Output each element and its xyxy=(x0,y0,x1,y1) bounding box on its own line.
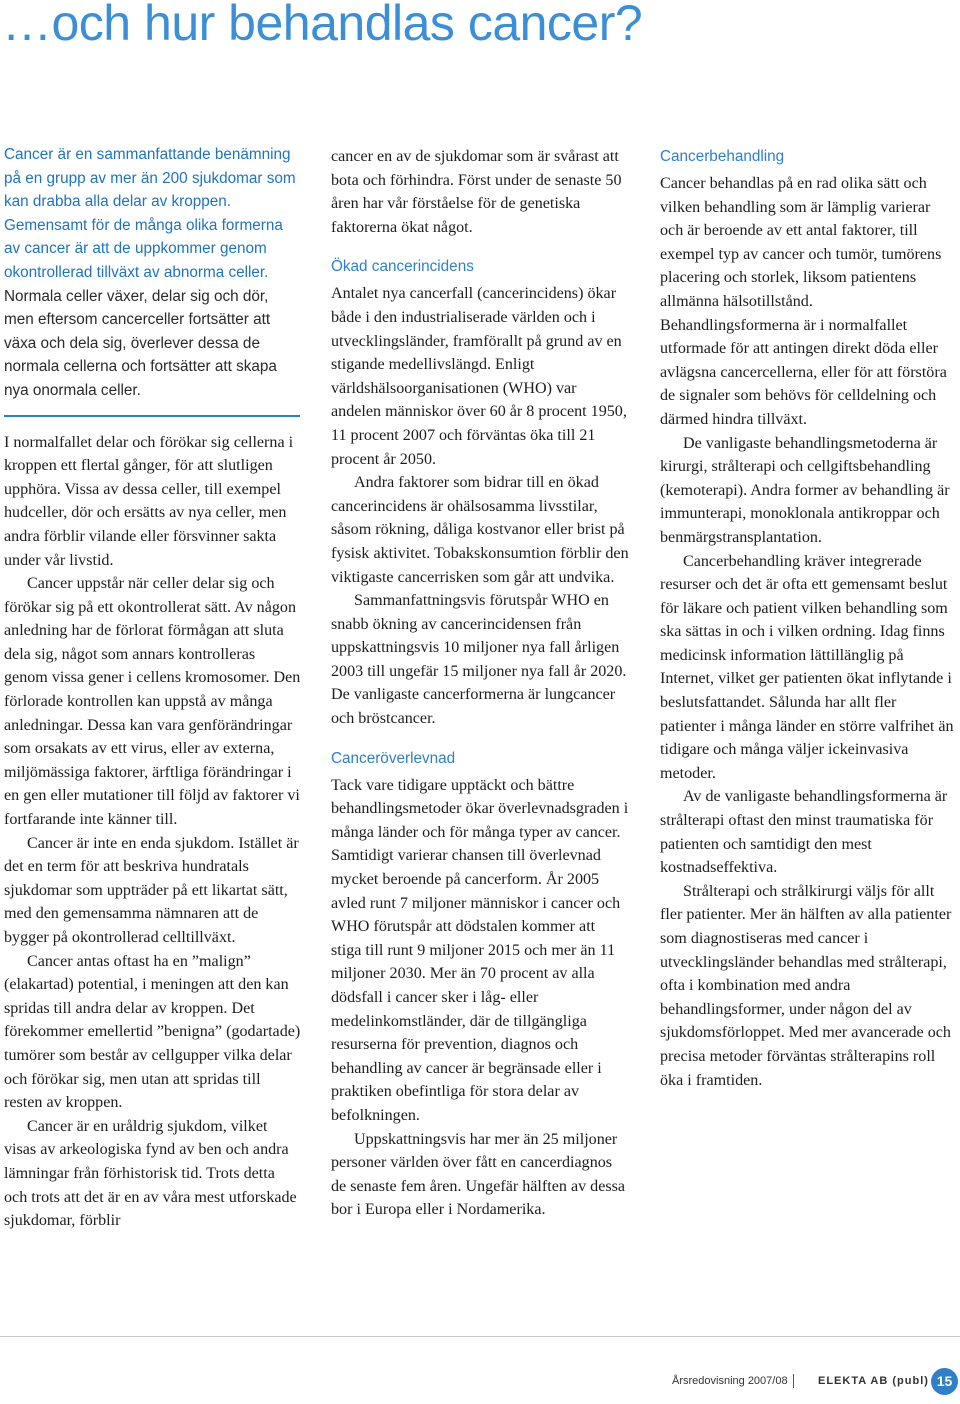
section-heading: Ökad cancerincidens xyxy=(331,258,474,276)
body-paragraph: cancer en av de sjukdomar som är svårast att bota och förhindra. Först under de senaste 50 åren har vår förståelse för de genetiska faktorerna ökat något. xyxy=(331,148,622,236)
body-paragraph: Cancer uppstår när celler delar sig och förökar sig på ett okontrollerat sätt. Av någon anledning har de förlorat förmågan att sluta dela sig, något som annars kontrolleras genom vissa gener i cellens kromosomer. Den förlorade kontrollen kan uppstå av många anledningar. Dessa kan vara genförändringar som orsakats av ett virus, eller av externa, miljömässiga faktorer, ärftliga förändringar i en gen eller mutationer till följd av faktorer vi fortfarande inte känner till. xyxy=(4,575,301,829)
body-paragraph: Cancerbehandling kräver integrerade resurser och det är ofta ett gemensamt beslut för läkare och patient vilken behandling som ska sättas in och i vilken ordning. Idag finns medicinsk information lättillänglig på Internet, vilket ger patienten ökat inflytande i beslutsfattandet. Sålunda har allt fler patienter i många länder en större valfrihet än tidigare och många väljer ickeinvasiva metoder. xyxy=(660,552,954,782)
page-number-badge: 15 xyxy=(931,1368,958,1395)
body-paragraph: Sammanfattningsvis förutspår WHO en snabb ökning av cancerincidensen från uppskattningsvis 10 miljoner nya fall årligen 2003 till ungefär 15 miljoner nya fall år 2020. De vanligaste cancerformerna är lungcancer och bröstcancer. xyxy=(331,592,627,728)
body-paragraph: Av de vanligaste behandlingsformerna är strålterapi oftast den minst traumatiska för patienten och samtidigt den mest kostnadseffektiva. xyxy=(660,788,948,877)
page-footer xyxy=(0,1364,960,1404)
column-1 xyxy=(4,143,302,1233)
intro-divider xyxy=(4,415,300,417)
body-paragraph: Cancer antas oftast ha en ”malign” (elakartad) potential, i meningen att den kan spridas till andra delar av kroppen. Det förekommer emellertid ”benigna” (godartade) tumörer som består av cellgupper vilka delar och förökar sig, men utan att spridas till resten av kroppen. xyxy=(4,952,301,1112)
body-paragraph: Cancer är inte en enda sjukdom. Istället är det en term för att beskriva hundratals sjukdomar som uppträder på ett likartat sätt, med den gemensamma nämnaren att de bygger på okontrollerad celltillväxt. xyxy=(4,834,299,946)
body-paragraph: Tack vare tidigare upptäckt och bättre behandlingsmetoder ökar överlevnadsgraden i många länder och för många typer av cancer. Samtidigt varierar chansen till överlevnad mycket beroende på cancerform. År 2005 avled runt 7 miljoner människor i cancer och WHO förutspår att dödstalen kommer att stiga till runt 9 miljoner 2015 och mer än 11 miljoner 2030. Mer än 70 procent av alla dödsfall i cancer sker i låg- eller medelinkomstländer, där de tillgängliga resurserna för prevention, diagnos och behandling av cancer är begränsade eller i praktiken obefintliga för stora delar av befolkningen. xyxy=(331,776,629,1124)
body-paragraph: De vanligaste behandlingsmetoderna är kirurgi, strålterapi och cellgiftsbehandling (kemoterapi). Andra former av behandling är immunterapi, monoklonala antikroppar och benmärgstransplantation. xyxy=(660,434,950,546)
column-2 xyxy=(331,143,629,1222)
page-title: …och hur behandlas cancer? xyxy=(2,0,643,51)
body-paragraph: Cancer är en uråldrig sjukdom, vilket visas av arkeologiska fynd av ben och andra lämningar från förhistorisk tid. Trots detta och trots att det är en av våra mest utforskade sjukdomar, förblir xyxy=(4,1117,297,1230)
body-paragraph: Strålterapi och strålkirurgi väljs för allt fler patienter. Mer än hälften av alla patienter som diagnostiseras med cancer i utvecklingsländer behandlas med strålterapi, ofta i kombination med andra behandlingsformer, under någon del av sjukdomsförloppet. Med mer avancerade och precisa metoder förväntas strålterapins roll öka i framtiden. xyxy=(660,882,952,1089)
report-title: Årsredovisning 2007/08 xyxy=(672,1375,788,1387)
intro-rest: Normala celler växer, delar sig och dör, men eftersom cancerceller fortsätter att växa och dela sig, överlever dessa de normala cellerna och fortsätter att skapa nya onormala celler. xyxy=(4,287,277,399)
footer-divider xyxy=(0,1336,960,1337)
body-paragraph: Cancer behandlas på en rad olika sätt och vilken behandling som är lämplig varierar och är beroende av ett antal faktorer, till exempel typ av cancer och tumör, tumörens placering och storlek, liksom patientens allmänna hälsotillstånd. Behandlingsformerna är i normalfallet utformade för att antingen direkt döda eller avlägsna cancercellerna, eller för att förstöra de signaler som behövs för celldelning och därmed hindra tillväxt. xyxy=(660,175,947,428)
footer-separator xyxy=(793,1374,794,1388)
body-paragraph: Uppskattningsvis har mer än 25 miljoner personer världen över fått en cancerdiagnos de senaste fem åren. Ungefär hälften av dessa bor i Europa eller i Nordamerika. xyxy=(331,1130,626,1219)
intro-paragraph xyxy=(4,143,302,403)
body-paragraph: Andra faktorer som bidrar till en ökad cancerincidens är ohälsosamma livsstilar, såsom rökning, dåliga kostvanor eller brist på fysisk aktivitet. Tobakskonsumtion förblir den viktigaste cancerrisken som går att undvika. xyxy=(331,474,629,586)
section-heading: Canceröverlevnad xyxy=(331,749,456,767)
body-paragraph: Antalet nya cancerfall (cancerincidens) ökar både i den industrialiserade världen och i utvecklingsländer, framförallt på grund av en stigande medellivslängd. Enligt världshälsoorganisationen (WHO) var andelen människor över 60 år 8 procent 1950, 11 procent 2007 och förväntas öka till 21 procent år 2050. xyxy=(331,285,627,468)
company-name: ELEKTA AB (publ) xyxy=(818,1375,929,1387)
column-3 xyxy=(660,143,956,1092)
section-heading: Cancerbehandling xyxy=(660,148,785,165)
body-paragraph: I normalfallet delar och förökar sig cellerna i kroppen ett flertal gånger, för att slutligen upphöra. Vissa av dessa celler, till exempel hudceller, dör och ersätts av nya celler, men andra förblir vilande eller försvinner sakta under vår livstid. xyxy=(4,433,294,569)
intro-lead: Cancer är en sammanfattande benämning på en grupp av mer än 200 sjukdomar som kan drabba alla delar av kroppen. Gemensamt för de många olika formerna av cancer är att de uppkommer genom okontrollerad tillväxt av abnorma celler. xyxy=(4,146,296,281)
